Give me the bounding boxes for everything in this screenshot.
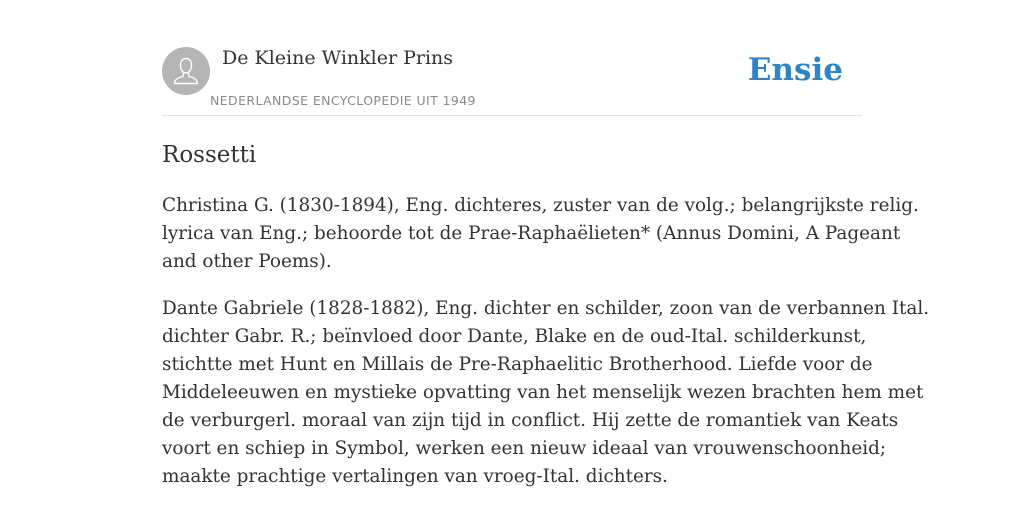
- entry-line: de verburgerl. moraal van zijn tijd in conflict. Hij zette de romantiek van Keats: [162, 410, 899, 431]
- source-subtitle: NEDERLANDSE ENCYCLOPEDIE UIT 1949: [210, 93, 476, 108]
- entry-line: voort en schiep in Symbol, werken een nieuw ideaal van vrouwenschoonheid;: [162, 438, 887, 459]
- entry-line: maakte prachtige vertalingen van vroeg-Ital. dichters.: [162, 466, 668, 487]
- entry-line: Dante Gabriele (1828-1882), Eng. dichter en schilder, zoon van de verbannen Ital.: [162, 298, 930, 319]
- entry-line: Christina G. (1830-1894), Eng. dichteres, zuster van de volg.; belangrijkste relig.: [162, 195, 919, 216]
- entry-line: dichter Gabr. R.; beïnvloed door Dante, Blake en de oud-Ital. schilderkunst,: [162, 326, 867, 347]
- article-title: Rossetti: [162, 142, 257, 168]
- entry-line: and other Poems).: [162, 251, 332, 272]
- entry-line: Middeleeuwen en mystieke opvatting van het menselijk wezen brachten hem met: [162, 382, 924, 403]
- entry-line: lyrica van Eng.; behoorde tot de Prae-Raphaëlieten* (Annus Domini, A Pageant: [162, 223, 901, 244]
- user-silhouette-icon: [162, 47, 210, 95]
- entry-line: stichtte met Hunt en Millais de Pre-Raphaelitic Brotherhood. Liefde voor de: [162, 354, 873, 375]
- entry-christina: [162, 192, 919, 276]
- source-name[interactable]: De Kleine Winkler Prins: [222, 47, 454, 69]
- avatar[interactable]: [162, 47, 210, 95]
- entry-dante-gabriele: [162, 295, 930, 491]
- source-header: [162, 46, 862, 116]
- ensie-logo[interactable]: Ensie: [747, 52, 843, 88]
